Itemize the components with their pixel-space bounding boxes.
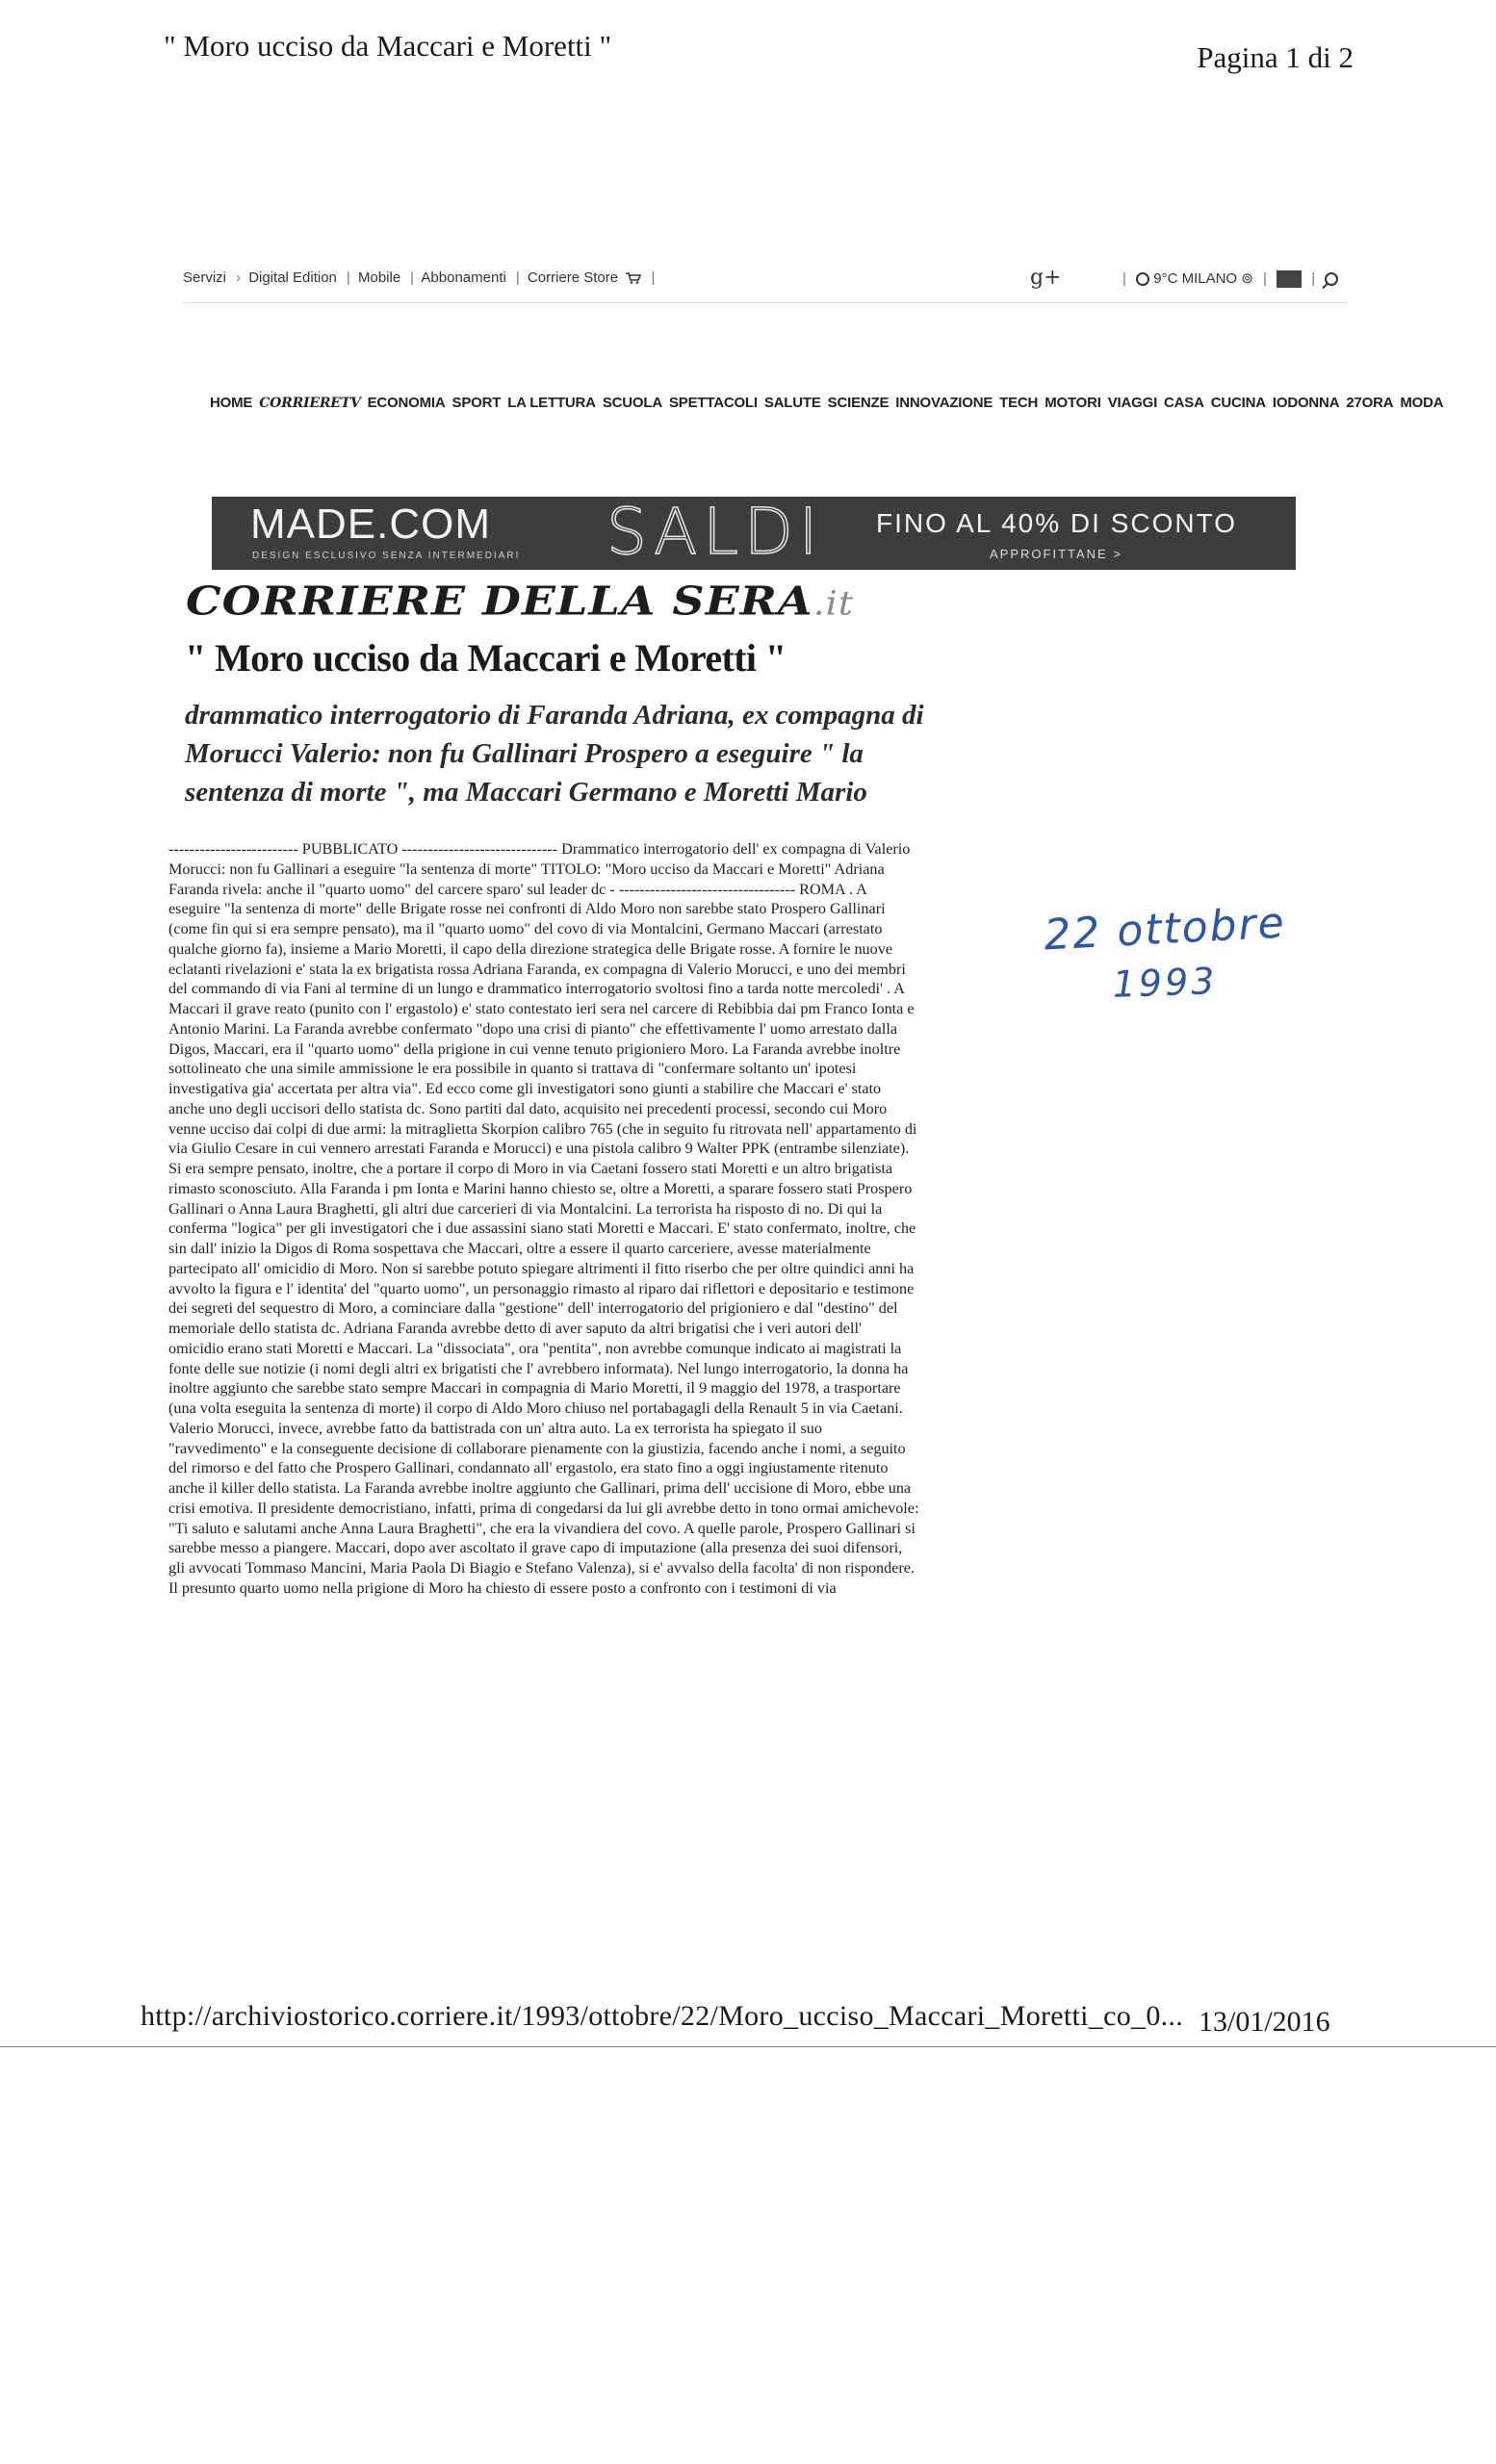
nav-tech[interactable]: TECH: [999, 395, 1039, 411]
handwritten-annotation: [1040, 898, 1290, 1006]
ad-banner[interactable]: [212, 497, 1296, 570]
utility-links: [183, 270, 658, 286]
nav-scuola[interactable]: SCUOLA: [602, 395, 662, 411]
nav-scienze[interactable]: SCIENZE: [827, 395, 890, 411]
google-plus-icon[interactable]: g+: [1030, 266, 1062, 290]
ad-brand: MADE.COM: [250, 500, 491, 548]
logo-text: CORRIERE DELLA SERA: [186, 578, 813, 625]
article-headline: " Moro ucciso da Maccari e Moretti ": [185, 636, 787, 680]
nav-economia[interactable]: ECONOMIA: [367, 395, 446, 411]
cart-icon: [626, 272, 641, 284]
nav-27ora[interactable]: 27ORA: [1346, 395, 1394, 411]
footer-rule: [0, 2046, 1496, 2047]
nav-iodonna[interactable]: IODONNA: [1272, 395, 1340, 411]
weather-label[interactable]: 9°C MILANO: [1153, 270, 1238, 287]
print-footer-url: http://archiviostorico.corriere.it/1993/ottobre/22/Moro_ucciso_Maccari_Moretti_co_0...: [141, 2000, 1184, 2032]
nav-motori[interactable]: MOTORI: [1045, 395, 1101, 411]
search-icon[interactable]: [1325, 272, 1338, 286]
nav-moda[interactable]: MODA: [1400, 395, 1444, 411]
ad-offer: FINO AL 40% DI SCONTO: [876, 508, 1237, 538]
separator: |: [346, 270, 350, 286]
article-body: [168, 839, 919, 1599]
nav-salute[interactable]: SALUTE: [763, 395, 821, 411]
separator: |: [410, 270, 415, 286]
print-header-title: " Moro ucciso da Maccari e Moretti ": [164, 29, 612, 63]
sun-icon: [1136, 272, 1149, 286]
separator: |: [1263, 270, 1267, 287]
chevron-right-icon: ›: [236, 270, 242, 286]
article-subhead: drammatico interrogatorio di Faranda Adriana, ex compagna di Morucci Valerio: non fu Gallinari Prospero a eseguire " la sentenza di morte ", ma Maccari Germano e Moretti Mario: [185, 700, 924, 808]
logo-suffix: .it: [812, 584, 855, 623]
separator: |: [651, 270, 656, 286]
separator: |: [515, 270, 520, 286]
site-logo[interactable]: [186, 578, 854, 625]
print-footer-date: 13/01/2016: [1199, 2006, 1330, 2038]
ad-brand-tagline: DESIGN ESCLUSIVO SENZA INTERMEDIARI: [252, 551, 521, 561]
mobile-link[interactable]: Mobile: [357, 270, 401, 286]
nav-viaggi[interactable]: VIAGGI: [1107, 395, 1158, 411]
utility-bar: [183, 260, 1348, 303]
digital-edition-link[interactable]: Digital Edition: [248, 270, 337, 286]
account-icon[interactable]: [1277, 270, 1302, 288]
settings-icon[interactable]: ⊚: [1241, 270, 1253, 287]
nav-corrieretv[interactable]: CORRIERETV: [259, 396, 361, 411]
print-page-number: Pagina 1 di 2: [1197, 40, 1354, 74]
main-nav: [210, 395, 1450, 411]
utility-right: [1117, 270, 1338, 288]
corriere-store-link[interactable]: Corriere Store: [527, 270, 619, 286]
article-text: ------------------------- PUBBLICATO ------------------------------ Drammatico interrogatorio dell' ex compagna di Valerio Morucci: non fu Gallinari a eseguire "la sentenza di morte" TITOLO: "Moro ucciso da Maccari e Moretti" Adriana Faranda rivela: anche il "quarto uomo" del carcere sparo' sul leader dc - ---------------------------------- ROMA . A eseguire "la sentenza di morte" delle Brigate rosse nei confronti di Aldo Moro non sarebbe stato Prospero Gallinari (come fin qui si era sempre pensato), ma il "quarto uomo" del covo di via Montalcini, Germano Maccari (arrestato qualche giorno fa), insieme a Mario Moretti, il capo della direzione strategica delle Brigate rosse. A fornire le nuove eclatanti rivelazioni e' stata la ex brigatista rossa Adriana Faranda, ex compagna di Valerio Morucci, e uno dei membri del commando di via Fani al termine di un lungo e drammatico interrogatorio svoltosi fino a tarda notte mercoledi' . A Maccari il grave reato (punito con l' ergastolo) e' stato contestato ieri sera nel carcere di Rebibbia dai pm Franco Ionta e Antonio Marini. La Faranda avrebbe confermato "dopo una crisi di pianto" che effettivamente l' uomo arrestato dalla Digos, Maccari, era il "quarto uomo" della prigione in cui venne tenuto prigioniero Moro. La Faranda avrebbe inoltre sottolineato che una simile ammissione le era possibile in quanto si trattava di "confermare soltanto un' ipotesi investigativa gia' accertata per altra via". Ed ecco come gli investigatori sono giunti a stabilire che Maccari e' stato anche uno degli uccisori dello statista dc. Sono partiti dal dato, acquisito nei precedenti processi, secondo cui Moro venne ucciso dai colpi di due armi: la mitraglietta Skorpion calibro 765 (che in seguito fu ritrovata nell' appartamento di via Giulio Cesare in cui vennero arrestati Faranda e Morucci) e una pistola calibro 9 Walter PPK (entrambe silenziate). Si era sempre pensato, inoltre, che a portare il corpo di Moro in via Caetani fossero stati Moretti e un altro brigatista rimasto sconosciuto. Alla Faranda i pm Ionta e Marini hanno chiesto se, oltre a Moretti, a sparare fossero stati Prospero Gallinari o Anna Laura Braghetti, gli altri due carcerieri di via Montalcini. La terrorista ha risposto di no. Di qui la conferma "logica" per gli investigatori che i due assassini siano stati Moretti e Maccari. E' stato confermato, inoltre, che sin dall' inizio la Digos di Roma sospettava che Maccari, oltre a essere il quarto carceriere, avesse materialmente partecipato all' omicidio di Moro. Non si sarebbe potuto spiegare altrimenti il fitto riserbo che per oltre quindici anni ha avvolto la figura e l' identita' del "quarto uomo", un personaggio rimasto al riparo dai riflettori e depositario e testimone dei segreti del sequestro di Moro, a cominciare dalla "gestione" dell' interrogatorio del prigioniero e dal "destino" del memoriale dello statista dc. Adriana Faranda avrebbe detto di aver saputo da altri brigatisi che i veri autori dell' omicidio erano stati Moretti e Maccari. La "dissociata", ora "pentita", non avrebbe comunque indicato ai magistrati la fonte delle sue notizie (i nomi degli altri ex brigatisti che l' avrebbero informata). Nel lungo interrogatorio, la donna ha inoltre aggiunto che sarebbe stato sempre Maccari in compagnia di Mario Moretti, il 9 maggio del 1978, a trasportare (una volta eseguita la sentenza di morte) il corpo di Aldo Moro chiuso nel portabagagli della Renault 5 in via Caetani. Valerio Morucci, invece, avrebbe fatto da battistrada con un' altra auto. La ex terrorista ha spiegato il suo "ravvedimento" e la conseguente decisione di collaborare pienamente con la giustizia, facendo anche i nomi, a seguito del rimorso e del fatto che Prospero Gallinari, condannato all' ergastolo, era stato fino a oggi ingiustamente ritenuto anche il killer dello statista. La Faranda avrebbe inoltre aggiunto che Gallinari, prima dell' uccisione di Moro, ebbe una crisi emotiva. Il presidente democristiano, infatti, prima di congedarsi da lui gli avrebbe detto in tono ormai amichevole: "Ti saluto e salutami anche Anna Laura Braghetti", che era la vivandiera del covo. A quelle parole, Prospero Gallinari si sarebbe messo a piangere. Maccari, dopo aver ascoltato il grave capo di imputazione (alla presenza dei suoi difensori, gli avvocati Tommaso Mancini, Maria Paola Di Biagio e Stefano Valenza), si e' avvalso della facolta' di non rispondere. Il presunto quarto uomo nella prigione di Moro ha chiesto di essere posto a confronto con i testimoni di via: [168, 840, 919, 1597]
nav-innovazione[interactable]: INNOVAZIONE: [895, 395, 993, 411]
ad-cta[interactable]: APPROFITTANE >: [990, 547, 1122, 561]
nav-home[interactable]: HOME: [210, 395, 253, 411]
nav-cucina[interactable]: CUCINA: [1210, 395, 1266, 411]
ad-saldi-text: SALDI: [606, 497, 824, 569]
nav-sport[interactable]: SPORT: [451, 395, 502, 411]
handwritten-date: 22 ottobre: [1043, 898, 1287, 961]
nav-casa[interactable]: CASA: [1164, 395, 1204, 411]
nav-la-lettura[interactable]: LA LETTURA: [507, 395, 596, 411]
separator: |: [1122, 270, 1126, 287]
handwritten-year: 1993: [1111, 960, 1219, 1006]
separator: |: [1311, 270, 1316, 287]
servizi-link[interactable]: Servizi: [183, 270, 227, 286]
abbonamenti-link[interactable]: Abbonamenti: [421, 270, 506, 286]
nav-spettacoli[interactable]: SPETTACOLI: [668, 395, 758, 411]
